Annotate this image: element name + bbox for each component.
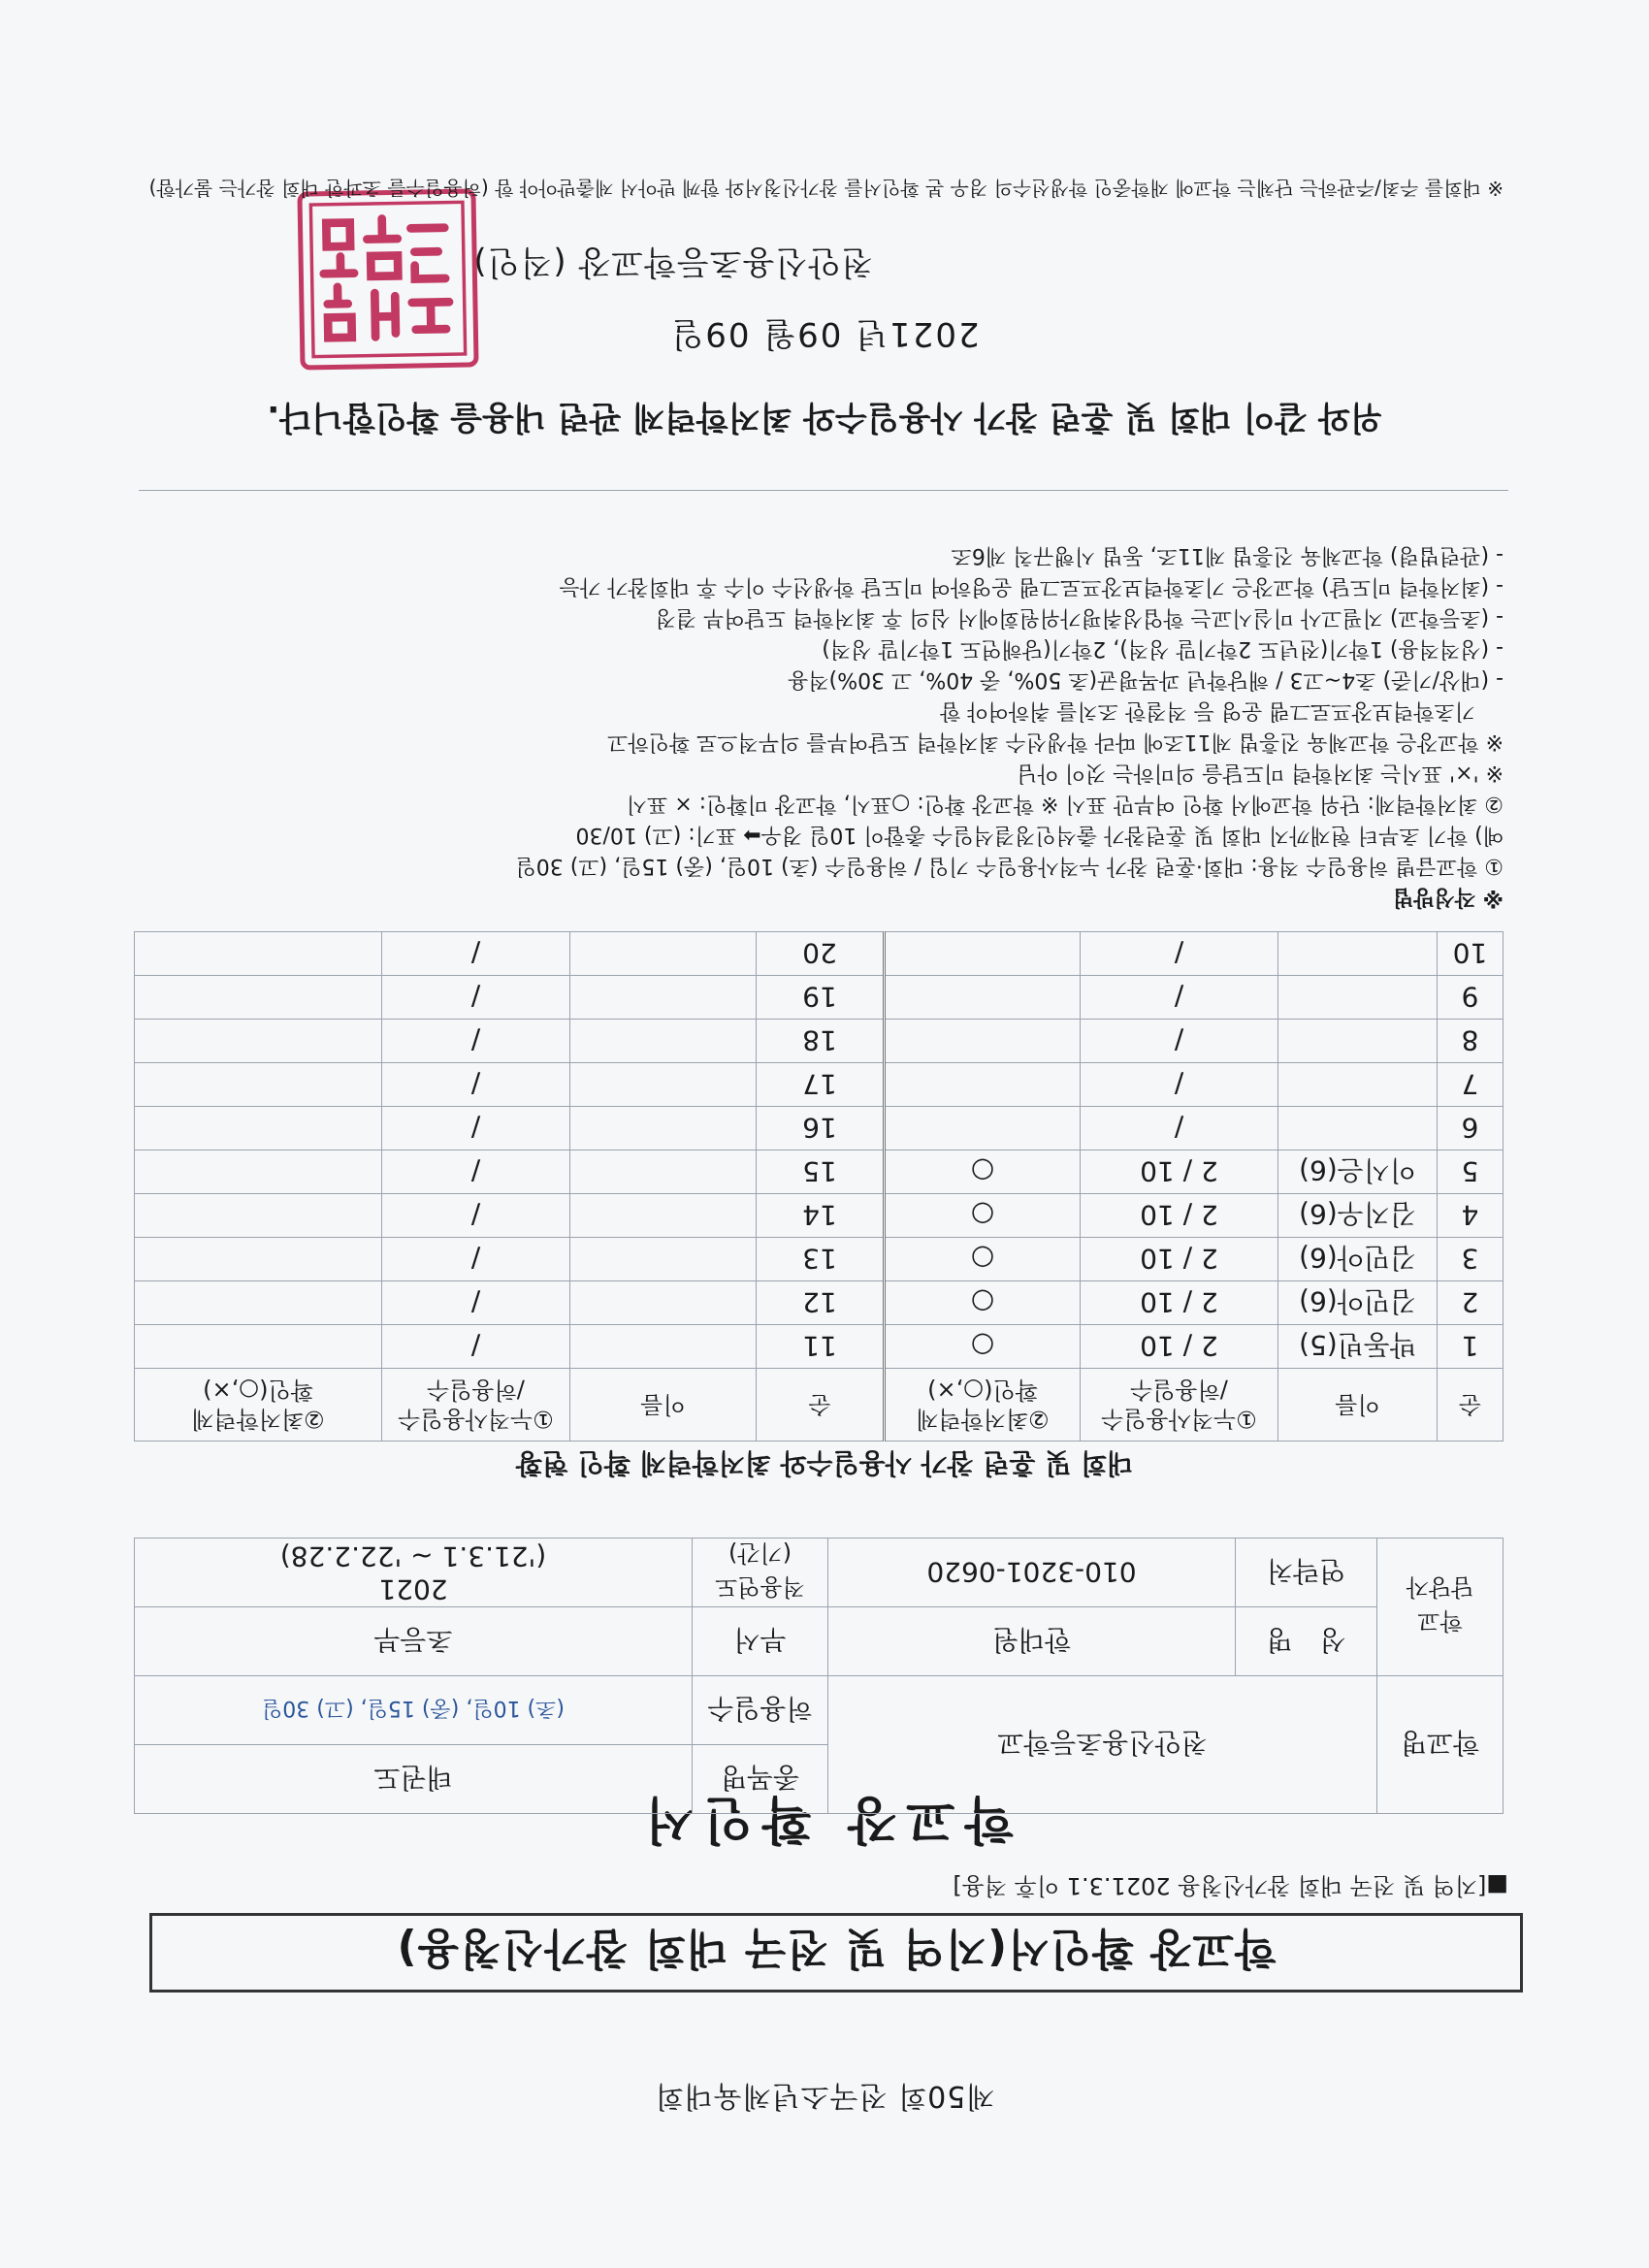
cell-no: 11 [757, 1325, 885, 1369]
instruction-line: ※ 학교장은 학교체육 진흥법 제11조에 따라 학생선수 최저학력 도달여부를 의무적으로 확인하고 [607, 729, 1504, 754]
cell-days: 2 / 10 [1081, 1150, 1278, 1194]
instruction-line: 예) 학기 초부터 현재까지 대회 및 훈련참가 출석인정결석일수 총합이 10일 경우➡ 표기: (고) 10/30 [575, 823, 1504, 847]
cell-check [135, 1150, 382, 1194]
cell-check [885, 1063, 1081, 1107]
cell-no: 17 [757, 1063, 885, 1107]
cell-no: 4 [1438, 1194, 1504, 1238]
table-row [135, 1063, 1504, 1107]
cell-name [1278, 1020, 1438, 1063]
cell-name [1278, 1063, 1438, 1107]
cell-days: / [382, 1325, 570, 1369]
cell-no: 9 [1438, 976, 1504, 1020]
cell-days: / [1081, 1107, 1278, 1150]
attendance-table [134, 931, 1504, 1442]
period-value: 2021 ('21.3.1 ~ '22.2.28) [135, 1539, 693, 1607]
cell-name: 이시은(6) [1278, 1150, 1438, 1194]
table-row [135, 976, 1504, 1020]
instruction-line: ① 학교급별 허용일수 적용: 대회·훈련 참가 누적사용일수 기입 / 허용일수 (초) 10일, (중) 15일, (고) 30일 [515, 854, 1504, 878]
manager-label: 학교 담당자 [1377, 1539, 1504, 1676]
cell-days: / [1081, 1020, 1278, 1063]
cell-days: 2 / 10 [1081, 1281, 1278, 1325]
cell-days: 2 / 10 [1081, 1238, 1278, 1281]
school-value: 천안신용초등학교 [828, 1676, 1377, 1814]
cell-days: / [382, 1063, 570, 1107]
table-row [135, 1238, 1504, 1281]
cell-name [1278, 1107, 1438, 1150]
cell-check [885, 1020, 1081, 1063]
issue-date: 2021년 09월 09일 [669, 314, 980, 353]
cell-name [570, 976, 757, 1020]
cell-name [570, 1194, 757, 1238]
header-no: 순 [757, 1369, 885, 1442]
cell-name [570, 1281, 757, 1325]
header-no: 순 [1438, 1369, 1504, 1442]
cell-name [570, 1238, 757, 1281]
cell-check [135, 1194, 382, 1238]
allowed-days-label: 허용일수 [693, 1676, 828, 1745]
table-row [135, 1150, 1504, 1194]
cell-check [135, 1063, 382, 1107]
position-value: 초등부 [135, 1607, 693, 1676]
cell-name [570, 1020, 757, 1063]
instruction-line: 기초학력보장프로그램 운영 등 적절한 조치를 취하여야 함 [939, 698, 1504, 723]
cell-check [885, 1107, 1081, 1150]
table-row [135, 932, 1504, 976]
cell-days: / [382, 1020, 570, 1063]
cell-check [135, 1020, 382, 1063]
cell-check [135, 1281, 382, 1325]
cell-days: / [382, 1150, 570, 1194]
cell-name [570, 1063, 757, 1107]
official-seal-image [302, 193, 473, 365]
cell-check [135, 976, 382, 1020]
cell-days: / [382, 932, 570, 976]
cell-no: 7 [1438, 1063, 1504, 1107]
attendance-table-title: 대회 및 훈련 참가 사용일수와 최저학력제 확인 현황 [515, 1447, 1134, 1479]
instruction-line: - (관련법령) 학교체육 진흥법 제11조, 동법 시행규칙 제6조 [951, 543, 1504, 567]
event-title: 제50회 전국소년체육대회 [654, 2079, 995, 2113]
form-title-box: 학교장 확인서(지역 및 전국 대회 참가신청용) [149, 1913, 1523, 1993]
cell-days: / [1081, 1063, 1278, 1107]
cell-no: 14 [757, 1194, 885, 1238]
name-label: 성 명 [1236, 1607, 1377, 1676]
confirmation-statement: 위와 같이 대회 및 훈련 참가 사용일수와 최저학력제 관련 내용을 확인합니다. [267, 398, 1382, 437]
cell-days: / [382, 1194, 570, 1238]
cell-name: 박동빈(5) [1278, 1325, 1438, 1369]
sport-value: 태권도 [135, 1745, 693, 1814]
instruction-line: - (대상/기준) 초4~고3 / 해당학년 과목평균(초 50%, 중 40%, 고 30%)적용 [788, 667, 1504, 692]
cell-name [1278, 932, 1438, 976]
phone-label: 연락처 [1236, 1539, 1377, 1607]
instruction-line: ※ '×' 표시는 최저학력 미도달을 의미하는 것이 아님 [1017, 761, 1504, 785]
table-row [135, 1107, 1504, 1150]
table-row [135, 1194, 1504, 1238]
cell-check: ○ [885, 1150, 1081, 1194]
cell-no: 6 [1438, 1107, 1504, 1150]
cell-days: / [382, 1238, 570, 1281]
header-check: ②최저학력제 확인(○,×) [135, 1369, 382, 1442]
cell-check [135, 1325, 382, 1369]
table-row [135, 1281, 1504, 1325]
cell-days: / [382, 1281, 570, 1325]
cell-check [885, 976, 1081, 1020]
cell-check: ○ [885, 1325, 1081, 1369]
cell-check: ○ [885, 1194, 1081, 1238]
cell-no: 3 [1438, 1238, 1504, 1281]
divider [139, 490, 1508, 491]
position-label: 부서 [693, 1607, 828, 1676]
signer-name: 천안신용초등학교장 [577, 243, 873, 281]
cell-check [885, 932, 1081, 976]
official-seal-stamp [297, 188, 478, 370]
cell-name [570, 1325, 757, 1369]
period-label: 적용연도 (기간) [693, 1539, 828, 1607]
cell-no: 20 [757, 932, 885, 976]
allowed-days-value: (초) 10일, (중) 15일, (고) 30일 [135, 1676, 693, 1745]
header-check: ②최저학력제 확인(○,×) [885, 1369, 1081, 1442]
instruction-line: - (초등학교) 지필고사 미실시교는 학업성취평가위원회에서 심의 후 최저학력 도달여부 결정 [655, 605, 1504, 630]
cell-name: 김민아(6) [1278, 1281, 1438, 1325]
writing-instructions [126, 539, 1504, 912]
cell-no: 5 [1438, 1150, 1504, 1194]
footnote: ※ 대회를 주최/주관하는 단체는 학교에 재학중인 학생선수의 경우 본 확인서를 참가신청서와 함께 받아서 제출받아야 함 (허용일수를 초과한 대회 참가는 불가함) [148, 177, 1504, 200]
cell-no: 18 [757, 1020, 885, 1063]
cell-check: ○ [885, 1238, 1081, 1281]
instruction-line: - (성적적용) 1학기(전년도 2학기말 성적), 2학기(당해연도 1학기말 성적) [822, 636, 1504, 661]
cell-no: 16 [757, 1107, 885, 1150]
cell-days: 2 / 10 [1081, 1325, 1278, 1369]
school-info-table [134, 1538, 1504, 1814]
cell-name: 김민아(6) [1278, 1238, 1438, 1281]
cell-days: / [1081, 976, 1278, 1020]
signer-line [472, 242, 873, 289]
cell-no: 10 [1438, 932, 1504, 976]
document-title: 학교장 확인서 [635, 1790, 1014, 1848]
cell-days: / [1081, 932, 1278, 976]
cell-name [570, 932, 757, 976]
cell-name [570, 1107, 757, 1150]
cell-check [135, 932, 382, 976]
cell-no: 8 [1438, 1020, 1504, 1063]
cell-no: 13 [757, 1238, 885, 1281]
cell-no: 15 [757, 1150, 885, 1194]
phone-value: 010-3201-0620 [828, 1539, 1236, 1607]
cell-days: 2 / 10 [1081, 1194, 1278, 1238]
cell-check: ○ [885, 1281, 1081, 1325]
table-row [135, 1020, 1504, 1063]
cell-days: / [382, 1107, 570, 1150]
cell-days: / [382, 976, 570, 1020]
cell-name: 김지우(6) [1278, 1194, 1438, 1238]
cell-no: 19 [757, 976, 885, 1020]
instruction-line: ※ 작성방법 [1392, 885, 1504, 909]
instruction-line: ② 최저학력제: 단위 학교에서 확인 여부만 표시 ※ 학교장 확인: ○표시, 학교장 미확인: × 표시 [626, 792, 1504, 816]
seal-label: (직인) [472, 243, 566, 281]
table-row [135, 1325, 1504, 1369]
cell-check [135, 1238, 382, 1281]
cell-no: 1 [1438, 1325, 1504, 1369]
cell-name [570, 1150, 757, 1194]
instruction-line: - (최저학력 미도달) 학교장은 기초학력보장프로그램 운영하여 미도달 학생선수 이수 후 대회참가 가능 [559, 574, 1504, 599]
header-name: 이름 [570, 1369, 757, 1442]
cell-no: 12 [757, 1281, 885, 1325]
header-days: ①누적사용일수 /허용일수 [1081, 1369, 1278, 1442]
school-label: 학교명 [1377, 1676, 1504, 1814]
cell-check [135, 1107, 382, 1150]
cell-no: 2 [1438, 1281, 1504, 1325]
form-scope: ■[지역 및 전국 대회 참가신청용 2021.3.1 이후 적용] [953, 1872, 1508, 1899]
sport-label: 종목명 [693, 1745, 828, 1814]
name-value: 한대원 [828, 1607, 1236, 1676]
header-name: 이름 [1278, 1369, 1438, 1442]
cell-name [1278, 976, 1438, 1020]
header-days: ①누적사용일수 /허용일수 [382, 1369, 570, 1442]
